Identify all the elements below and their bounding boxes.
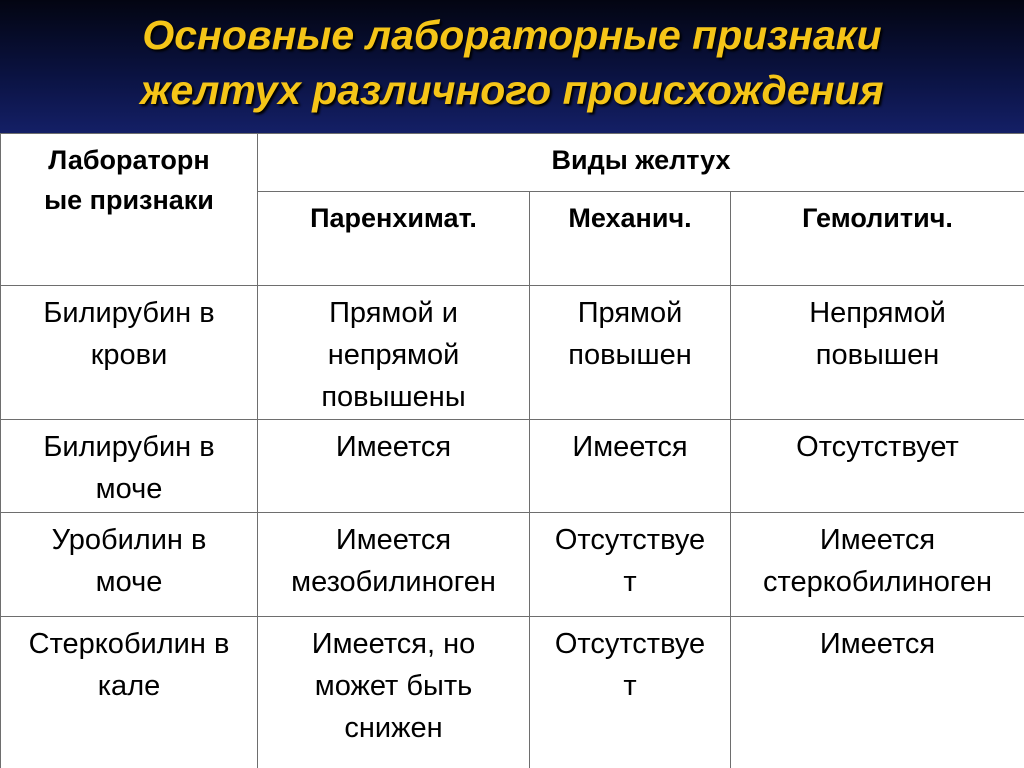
table-row — [1, 420, 1024, 513]
row-label — [1, 617, 258, 768]
header-type-parenchymal: Паренхимат. — [258, 192, 530, 286]
table-cell — [731, 513, 1024, 617]
cell-line: т — [623, 566, 637, 598]
cell-line: т — [623, 670, 637, 702]
header-type-mechanical: Механич. — [530, 192, 731, 286]
row-label — [1, 513, 258, 617]
cell-line: повышены — [321, 381, 466, 413]
cell-line: Имеется — [572, 431, 688, 463]
cell-line: Отсутствует — [796, 431, 959, 463]
cell-line: Имеется — [335, 431, 452, 463]
cell-line: моче — [95, 566, 163, 598]
table-cell — [530, 286, 731, 420]
cell-line: крови — [90, 339, 168, 371]
cell-line: снижен — [344, 712, 443, 744]
cell-line: Непрямой — [809, 297, 946, 329]
table-cell — [530, 420, 731, 513]
table-cell — [731, 617, 1024, 768]
title-line-2: желтух различного происхождения — [140, 67, 884, 113]
cell-line: повышен — [815, 339, 940, 371]
cell-line: моче — [95, 473, 163, 505]
jaundice-table — [0, 133, 1024, 768]
table-cell — [258, 420, 530, 513]
cell-line: Отсутствуе — [554, 628, 706, 660]
cell-line: Прямой и — [329, 297, 458, 329]
cell-line: Имеется — [819, 628, 936, 660]
slide-title — [0, 8, 1024, 118]
table-row — [1, 286, 1024, 420]
cell-line: Прямой — [577, 297, 683, 329]
table-cell — [731, 420, 1024, 513]
cell-line: Билирубин в — [43, 431, 215, 463]
header-lab-signs-line: Лабораторн — [48, 145, 210, 175]
cell-line: Стеркобилин в — [28, 628, 230, 660]
header-type-hemolytic: Гемолитич. — [731, 192, 1024, 286]
table-cell — [258, 286, 530, 420]
cell-line: непрямой — [327, 339, 460, 371]
cell-line: мезобилиноген — [291, 566, 496, 598]
table-cell — [530, 513, 731, 617]
row-label — [1, 286, 258, 420]
table-cell — [258, 513, 530, 617]
cell-line: может быть — [314, 670, 473, 702]
title-line-1: Основные лабораторные признаки — [142, 12, 882, 58]
table-cell — [731, 286, 1024, 420]
cell-line: Уробилин в — [51, 524, 207, 556]
cell-line: Билирубин в — [43, 297, 215, 329]
title-bar — [0, 0, 1024, 133]
header-row-1 — [1, 134, 1024, 192]
row-label — [1, 420, 258, 513]
header-lab-signs — [1, 134, 258, 286]
cell-line: Имеется — [335, 524, 452, 556]
cell-line: Отсутствуе — [554, 524, 706, 556]
header-jaundice-types: Виды желтух — [258, 134, 1024, 192]
table-cell — [530, 617, 731, 768]
cell-line: Имеется — [819, 524, 936, 556]
cell-line: Имеется, но — [311, 628, 476, 660]
header-lab-signs-line: ые признаки — [44, 185, 214, 215]
cell-line: стеркобилиноген — [762, 566, 992, 598]
table-cell — [258, 617, 530, 768]
cell-line: повышен — [568, 339, 692, 371]
table-row — [1, 513, 1024, 617]
table-row — [1, 617, 1024, 768]
cell-line: кале — [97, 670, 161, 702]
